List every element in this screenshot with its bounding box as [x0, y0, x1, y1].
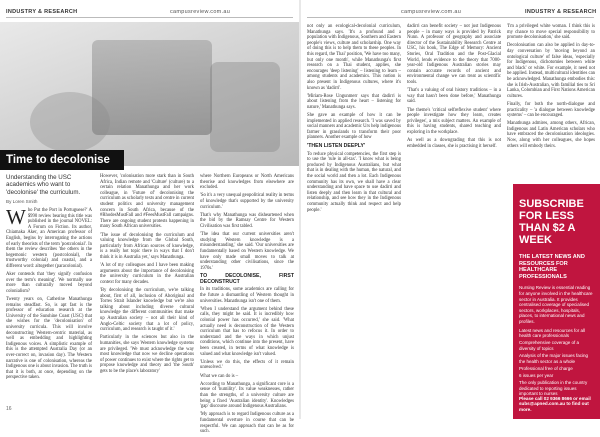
- paragraph: Decolonisation can also be applied in day-to-day conversation by 'moving beyond an ontological culture' of false ideas, 'especially for Indigenous, dichotomies between white and black' or white. For example, it need not be applied. Instead, multicultural identities can be acknowledged. Manathunga embodies this: she is Irish-Australian, with familial ties to Sri Lanka, Colombian and First Nations American cultures.: [507, 43, 595, 99]
- paragraph: 'When I understand the argument behind these calls, they might be said. It is incredibly how colonial power has occurred,' she said. 'What actually need is deconstruction of the Western curriculum that has to refocus it. In order to understand and the ways in which unjust conditions, which continue into the present, have been created, in terms of what knowledge is valued and what knowledge isn't valued.: [200, 306, 294, 357]
- standfirst: Understanding the USC academics who want to 'decolonise' the curriculum.: [6, 174, 81, 196]
- article-column-1: [307, 24, 401, 216]
- article-column-2: [407, 24, 501, 152]
- article-column-3: [200, 174, 294, 437]
- paragraph: 'My approach is to regard Indigenous culture as a fundamental overture in course that can be respectful. We can approach that can be as for such.: [200, 412, 294, 435]
- subheading: TO DECOLONISE, FIRST DECONSTRUCT: [200, 273, 294, 285]
- advert-headline: SUBSCRIBE FOR LESS THAN $2 A WEEK: [519, 198, 584, 246]
- article-column-2: [100, 174, 194, 377]
- photo-subject: [92, 40, 212, 135]
- drop-cap: W: [6, 205, 26, 229]
- paragraph: 'Miriam-Rose Ungunmerr says that dadirri is about listening from the heart – listening for nature,' Manathunga says.: [307, 93, 401, 110]
- article-column-1: [6, 205, 92, 384]
- paragraph: However, 'colonisation more stark than in South Africa, Indian remote and 'Culture' (culture) to a certain relation Manathunga and her work colleague, in 'Future of' decolonising the curriculum as scholarly texts and centre in current student politics and university management concern in South Africa, because of the #RhodesMustFall and #FeesMustFall campaigns. There are ongoing student protests happening in many South African universities.: [100, 174, 194, 230]
- list-item: Latest news and resources for all health care professionals: [519, 327, 586, 339]
- paragraph: 'The idea that our current universities aren't studying Western knowledge is a misunderstanding,' she said. 'Our universities are fundamentally based on Western knowledge. We have only made small moves to talk at understanding other civilisations, since the 1970s.': [200, 232, 294, 271]
- paragraph: ho Put the Port in Portuguese?' A $990 review bearing this title was published in the journal NOVEL: A Forum on Fiction. Its author, Chiamaka Aker, an American professor of English, begins by interrogating the actions of early theorists of the term 'postcolonial'. In them the review describes 'the others in the hegemonic western (postcolonial), the trustworthy colonial) and coastal, and a different word: altogether (paracolonial).: [6, 208, 92, 269]
- subheading: 'THEN LISTEN DEEPLY': [307, 143, 366, 150]
- site-url: campusreview.com.au: [170, 9, 231, 15]
- article-photo: [0, 22, 299, 166]
- list-item: The only publication in the country dedicated to reporting issues important to nurses: [519, 380, 588, 397]
- advert-benefits-list: [513, 328, 600, 398]
- paragraph: Twenty years on, Catherine Manathunga remains steadfast. So, is apt fast is the professor of education research at the University of the Sunshine Coast (USC) that she wishes for the 'decolonisation' of university curricula. This will involve deconstructing Western-centric material, as well as embedding and highlighting Indigenous voices. A simplistic example of this is the attempted Australia Day (or an over-correct on, invasion day). The Western narrative is one of colonisation, whereas the Indigenous one is about invasion. The truth is that it is both, at once, depending on the perspective taken.: [6, 297, 92, 381]
- advert-contact[interactable]: Please call 02 9366 8666 or email subs@apned.com.au to find out more.: [519, 395, 591, 412]
- paragraph: The theme's 'critical selfreflexive student' where people investigate how they learn, creates privileges', a mix subject matters. An example of this is having students, shared teaching and exploring in the workplace.: [407, 107, 501, 135]
- list-item: Comprehensive coverage of a diversity of topics: [519, 340, 580, 351]
- advert-body: Nursing Review is essential reading for anyone involved in the healthcare sector in Australia. It provides centralised coverage of specialised sectors, workplaces, hospitals, places, to international news and profiles.: [519, 285, 593, 324]
- paragraph: Aker contends that 'they signify confusion over the term's meaning'. We normally use more than culturally moved beyond colonialism?: [6, 272, 92, 294]
- list-item: Professional free of charge: [519, 365, 573, 371]
- section-label: INDUSTRY & RESEARCH: [525, 9, 597, 15]
- paragraph: That's why Manathunga was disheartened when the bid by the Ramsay Centre for Western Civilisation was first tabled.: [200, 212, 294, 229]
- subscription-advert[interactable]: [513, 184, 600, 419]
- paragraph: 'I'm a privileged white woman. I think this is my chance to move special responsibility to promote decolonisation,' she said.: [507, 24, 595, 41]
- paragraph: 'That's a valuing of oral history traditions – in a way that hasn't been done before,' Manathunga said.: [407, 88, 501, 105]
- paragraph: To reduce physical competencies, the first step is to use the 'rule in all-tax'. 'I know what is being produced by Indigenous Australians, but what that is in dealing with the human, the natural, and the social world and then a lot. Each Indigenous community has its own, we shall have a clear understanding and have space to use dadirri and listen deeply and then learn in that cultural and relationship, and see how they in the Indigenous community actually think and respect and help people.': [307, 151, 401, 213]
- paragraph: According to Manathunga, a significant core is a sense of 'humility'. Its value weaknesses, rather than the strengths, of a university culture are being a fixed 'Australian identity'. Knowledges 'gap' discourse around Indigenous Australians.: [200, 381, 294, 410]
- paragraph: As well as a downgrading that this is not embedded in classes, she is practising it herself.: [407, 138, 501, 149]
- advert-subheading: THE LATEST NEWS AND RESOURCES FOR HEALTHCARE PROFESSIONALS: [519, 254, 585, 280]
- site-url: campusreview.com.au: [401, 9, 462, 15]
- paragraph: dadirri can benefit society – not just Indigenous people – in many ways is provided by Patrick Nunn. A professor of geography and associate director of the Sustainability Research Centre at USC, his book, The Edge of Memory: Ancient Stories, Oral Tradition and the Post-Glacial World, lends evidence to the theory that 7000-year-old Indigenous Australian stories may contain accurate records of ancient and environmental change we can treat as scientific tools.: [407, 24, 501, 85]
- left-page: [0, 0, 299, 435]
- paragraph: 'Unless we do this, the effects of it remain unresolved.': [200, 359, 294, 371]
- list-item: Analysis of the major issues facing the health sector as a whole: [519, 353, 589, 364]
- paragraph: What we can do is –: [200, 373, 239, 379]
- article-column-3: [507, 24, 595, 152]
- byline: By Loren Smith: [6, 199, 38, 204]
- paragraph: Finally, for both the north-dialogue and practicality – 'a dialogue between knowledge systems' – can be encouraged.: [507, 101, 595, 119]
- paragraph: where Northern Europeans or North Americans theorise and knowledges from elsewhere are excluded.: [200, 174, 294, 191]
- paragraph: In its traditions, some academics are calling for the future a dismantling of Western thought in universities. Manathunga isn't one of them.: [200, 287, 294, 304]
- page-number: 16: [6, 406, 12, 412]
- paragraph: Manathunga admires, among others, African, Indigenous and Latin American scholars who have embraced the decolonisation ideologies. Now, along with her colleagues, she hopes others will embody theirs.: [507, 121, 595, 149]
- article-headline: Time to decolonise: [0, 150, 124, 170]
- list-item: 6 issues per year: [519, 373, 554, 379]
- paragraph: not only an ecological-decolonial curriculum, Manathunga says. 'It's a profound and a population with Indigenous, Southern and Eastern people's views, culture and scholarship. One way of doing this is to help them to these peoples. In this regard, the Thai' position, 'We have too many, but only one month', while Manathunga's first research on a Thai student, applies, she encourages 'deep listening' – listening to learn – among students and academics. This notion is also present in Indigenous cultures, where it's known as 'dadirri'.: [307, 24, 401, 91]
- photo-detail: [210, 62, 280, 152]
- header-rule: [6, 17, 293, 18]
- paragraph: Particularly in the sciences but also in the humanities, she says Western knowledge systems are privileged. 'We must acknowledge the way most knowledge that now we decline operations of power continues to exist where the rights get to propose knowledge and theory and 'the South' gets to be the place's laboratory': [100, 335, 194, 374]
- paragraph: 'So it's a very unequal geopolitical reality in terms of knowledge that's supported by the university curriculum.': [200, 193, 294, 210]
- paragraph: 'The issue of decolonising the curriculum and valuing knowledge from the Global South, particularly from African sources of knowledge, is a really hot topic there in ways that I don't think it is in Australia yet,' says Manathunga.: [100, 232, 194, 260]
- paragraph: She gave an example of how it can be implemented in applied research. 'I was saved by social manners and academic Urs help indigenous farmer in grasslands to transform their poor planners. Another example of how: [307, 113, 401, 141]
- header-rule: [307, 17, 594, 18]
- photo-detail: [30, 92, 110, 152]
- paragraph: 'A lot of my colleagues and I have been making arguments about the importance of decolonising the university curriculum in the Australian context for many decades.: [100, 263, 194, 285]
- section-label: INDUSTRY & RESEARCH: [6, 9, 78, 15]
- paragraph: 'By decolonising the curriculum, we're talking about, first of all, inclusion of Aboriginal and Torres Strait Islander knowledge but we're also talking about including diverse cultural knowledge the different communities that make up Australian society – not all their kind of Anglo-Celtic society that a lot of policy, curriculum, and research is taught of it.': [100, 288, 194, 333]
